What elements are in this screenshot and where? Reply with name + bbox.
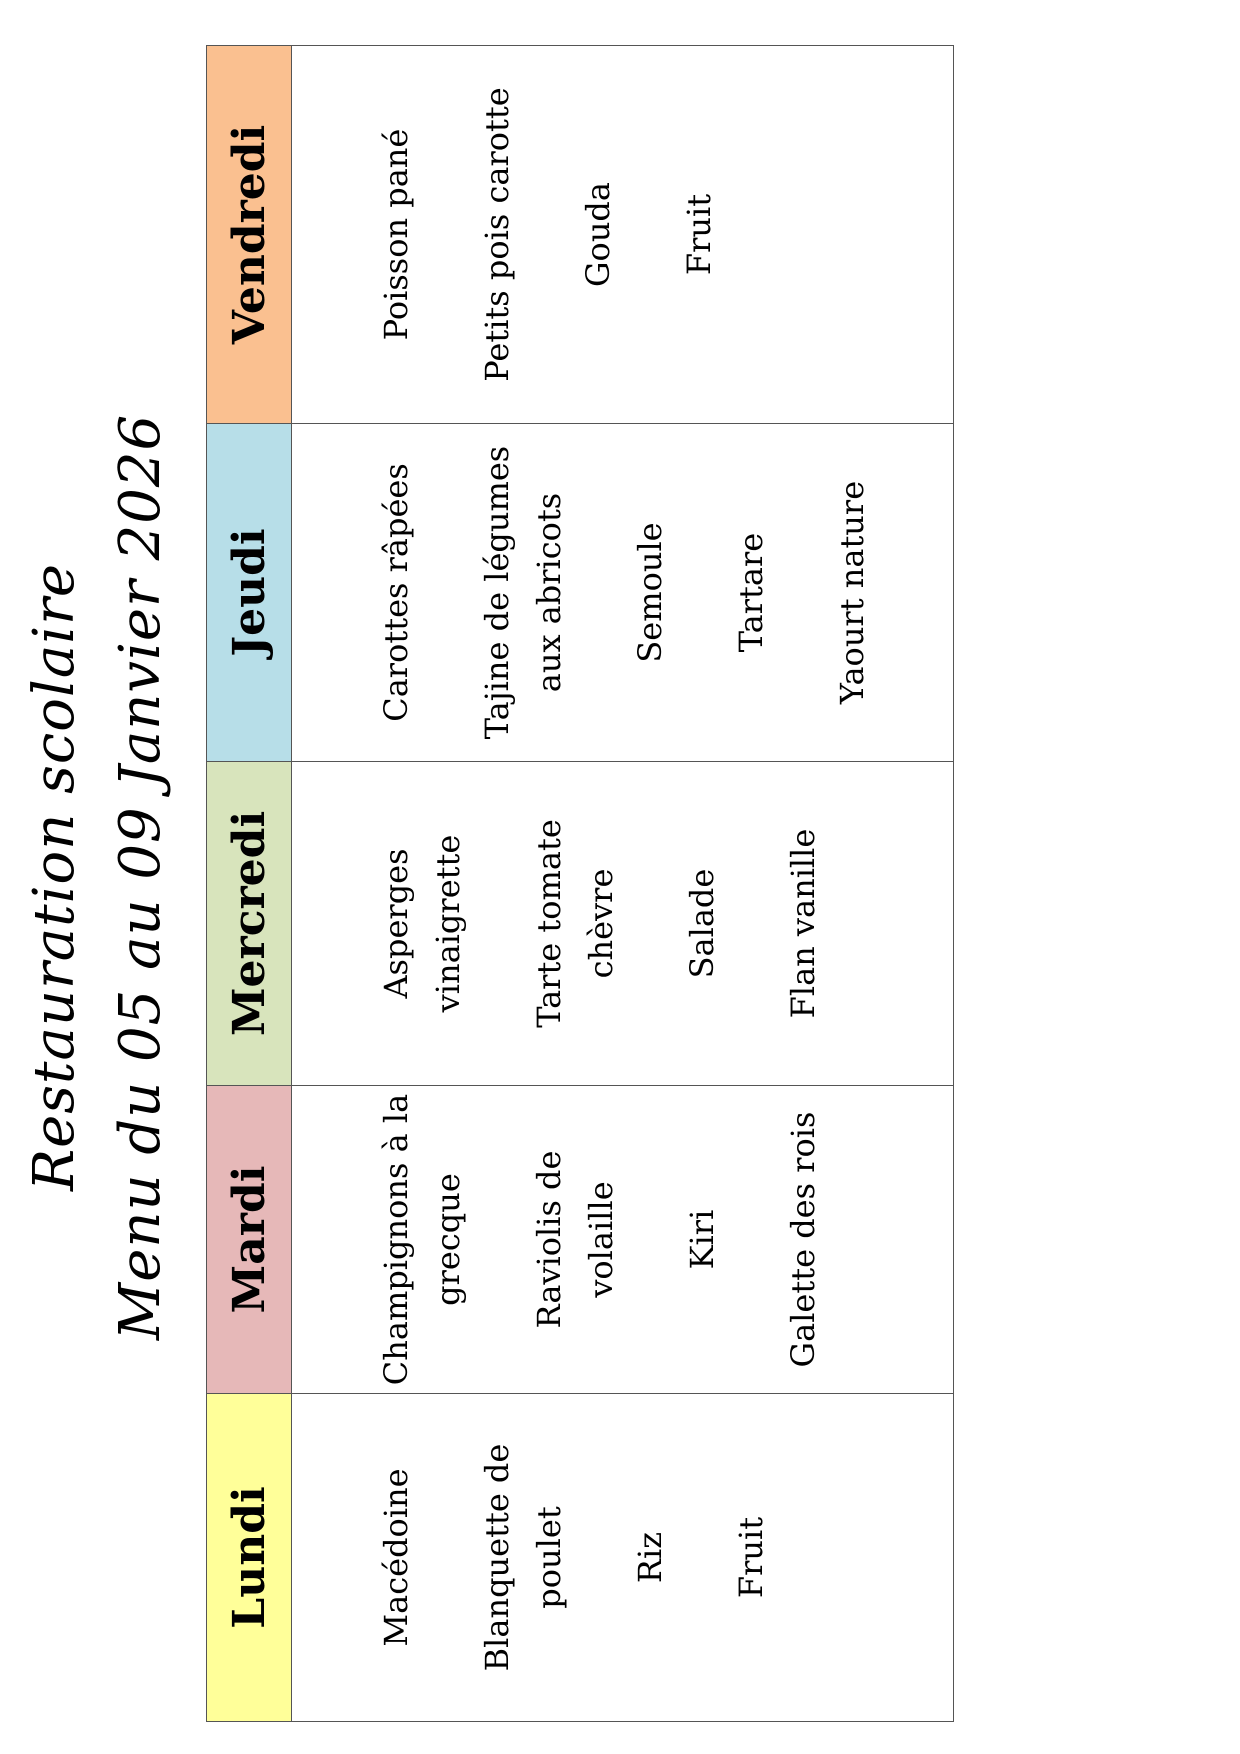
dish: Champignons à la grecque [377,1093,467,1386]
day-cell-vendredi [292,46,954,424]
day-cell-mardi [292,1086,954,1394]
day-cell-jeudi [292,424,954,762]
dish: Semoule [631,522,669,663]
dish: Galette des rois [784,1111,822,1368]
dish: Asperges vinaigrette [377,834,467,1013]
day-header-jeudi: Jeudi [207,424,292,762]
page-subtitle: Menu du 05 au 09 Janvier 2026 [108,413,173,1341]
page-title: Restauration scolaire [22,562,87,1192]
dish: Petits pois carotte [478,87,516,382]
dish: Riz [631,1531,669,1584]
dish: Tajine de légumes aux abricots [478,445,568,740]
dish: Blanquette de poulet [478,1443,568,1672]
dish: Fruit [732,1516,770,1599]
dish: Yaourt nature [833,480,871,705]
day-cell-mercredi [292,762,954,1086]
dish: Tartare [732,532,770,653]
day-header-lundi: Lundi [207,1394,292,1722]
table-row [292,46,954,1722]
dish: Salade [683,868,721,979]
menu-table [206,45,954,1722]
dish: Gouda [579,182,617,287]
dish: Raviolis de volaille [530,1150,620,1329]
dish: Poisson pané [377,128,415,341]
day-header-mercredi: Mercredi [207,762,292,1086]
day-cell-lundi [292,1394,954,1722]
day-header-vendredi: Vendredi [207,46,292,424]
dish: Kiri [683,1209,721,1270]
dish: Flan vanille [784,828,822,1019]
table-header-row [207,46,292,1722]
dish: Fruit [680,193,718,276]
dish: Carottes râpées [377,463,415,722]
dish: Macédoine [377,1468,415,1647]
day-header-mardi: Mardi [207,1086,292,1394]
dish: Tarte tomate chèvre [530,819,620,1028]
